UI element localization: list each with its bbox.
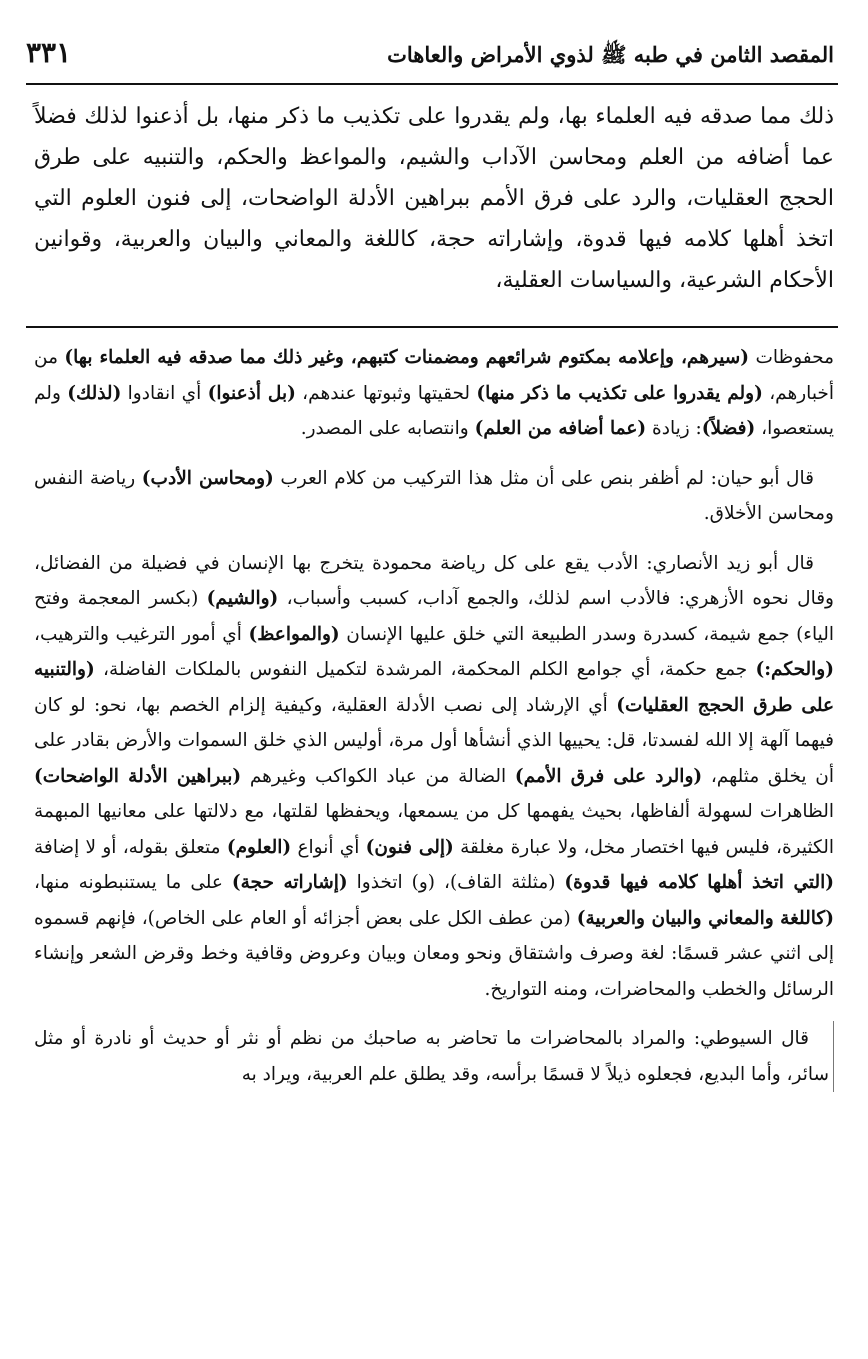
commentary-paragraph: قال أبو زيد الأنصاري: الأدب يقع على كل رياضة محمودة يتخرج بها الإنسان في فضيلة من الفضائل، وقال نحوه الأزهري: فالأدب اسم لذلك، والجمع آداب، كسبب وأسباب، (والشيم) (بكسر المعجمة وفتح الياء) جمع شيمة، كسدرة وسدر الطبيعة التي خلق عليها الإنسان (والمواعظ) أي أمور الترغيب والترهيب، (والحكم:) جمع حكمة، أي جوامع الكلم المحكمة، المرشدة لتكميل النفوس بالملكات الفاضلة، (والتنبيه على طرق الحجج العقليات) أي الإرشاد إلى نصب الأدلة العقلية، وكيفية إلزام الخصم بها، نحو: لو كان فيهما آلهة إلا الله لفسدتا، قل: يحييها الذي أنشأها أول مرة، أوليس الذي خلق السموات والأرض بقادر على أن يخلق مثلهم، (والرد على فرق الأمم) الضالة من عباد الكواكب وغيرهم (ببراهين الأدلة الواضحات) الظاهرات لسهولة ألفاظها، بحيث يفهمها كل من يسمعها، ويحفظها لقلتها، مع دلالتها على معانيها المبهمة الكثيرة، فليس فيها اختصار مخل، ولا عبارة مغلقة (إلى فنون) أي أنواع (العلوم) متعلق بقوله، أو لا إضافة (التي اتخذ أهلها كلامه فيها قدوة) (مثلثة القاف)، (و) اتخذوا (إشاراته حجة) على ما يستنبطونه منها، (كاللغة والمعاني والبيان والعربية) (من عطف الكل على بعض أجزائه أو العام على الخاص)، فإنهم قسموه إلى اثني عشر قسمًا: لغة وصرف واشتقاق ونحو ومعان وبيان وعروض وقافية وخط وقرض الشعر وإنشاء الرسائل والخطب والمحاضرات، ومنه التواريخ. bbox=[34, 552, 835, 1000]
running-title: المقصد الثامن في طبه ﷺ لذوي الأمراض والعاهات bbox=[387, 42, 834, 67]
commentary-paragraph: محفوظات (سيرهم، وإعلامه بمكتوم شرائعهم ومضمنات كتبهم، وغير ذلك مما صدقه فيه العلماء بها) من أخبارهم، (ولم يقدروا على تكذيب ما ذكر منها) لحقيتها وثبوتها عندهم، (بل أذعنوا) أي انقادوا (لذلك) ولم يستعصوا، (فضلاً): زيادة (عما أضافه من العلم) وانتصابه على المصدر. bbox=[34, 347, 834, 439]
header-rule bbox=[26, 83, 838, 85]
commentary-paragraph: قال أبو حيان: لم أظفر بنص على أن مثل هذا التركيب من كلام العرب (ومحاسن الأدب) رياضة النفس ومحاسن الأخلاق. bbox=[34, 467, 834, 524]
separator-rule bbox=[26, 326, 838, 328]
commentary bbox=[34, 340, 834, 1092]
commentary-paragraph: قال السيوطي: والمراد بالمحاضرات ما تحاضر به صاحبك من نظم أو نثر أو حديث أو نادرة أو مثل سائر، وأما البديع، فجعلوه ذيلاً لا قسمًا برأسه، وقد يطلق علم العربية، ويراد به bbox=[34, 1021, 834, 1092]
page-header bbox=[26, 34, 834, 80]
main-text: ذلك مما صدقه فيه العلماء بها، ولم يقدروا على تكذيب ما ذكر منها، بل أذعنوا لذلك فضلاً عما أضافه من العلم ومحاسن الآداب والشيم، والمواعظ والحكم، والتنبيه على طرق الحجج العقليات، والرد على فرق الأمم ببراهين الأدلة الواضحات، إلى فنون العلوم التي اتخذ أهلها كلامه فيها قدوة، وإشاراته حجة، كاللغة والمعاني والبيان والعربية، وقوانين الأحكام الشرعية، والسياسات العقلية، bbox=[34, 104, 834, 293]
page-number: ٣٣١ bbox=[26, 36, 72, 69]
